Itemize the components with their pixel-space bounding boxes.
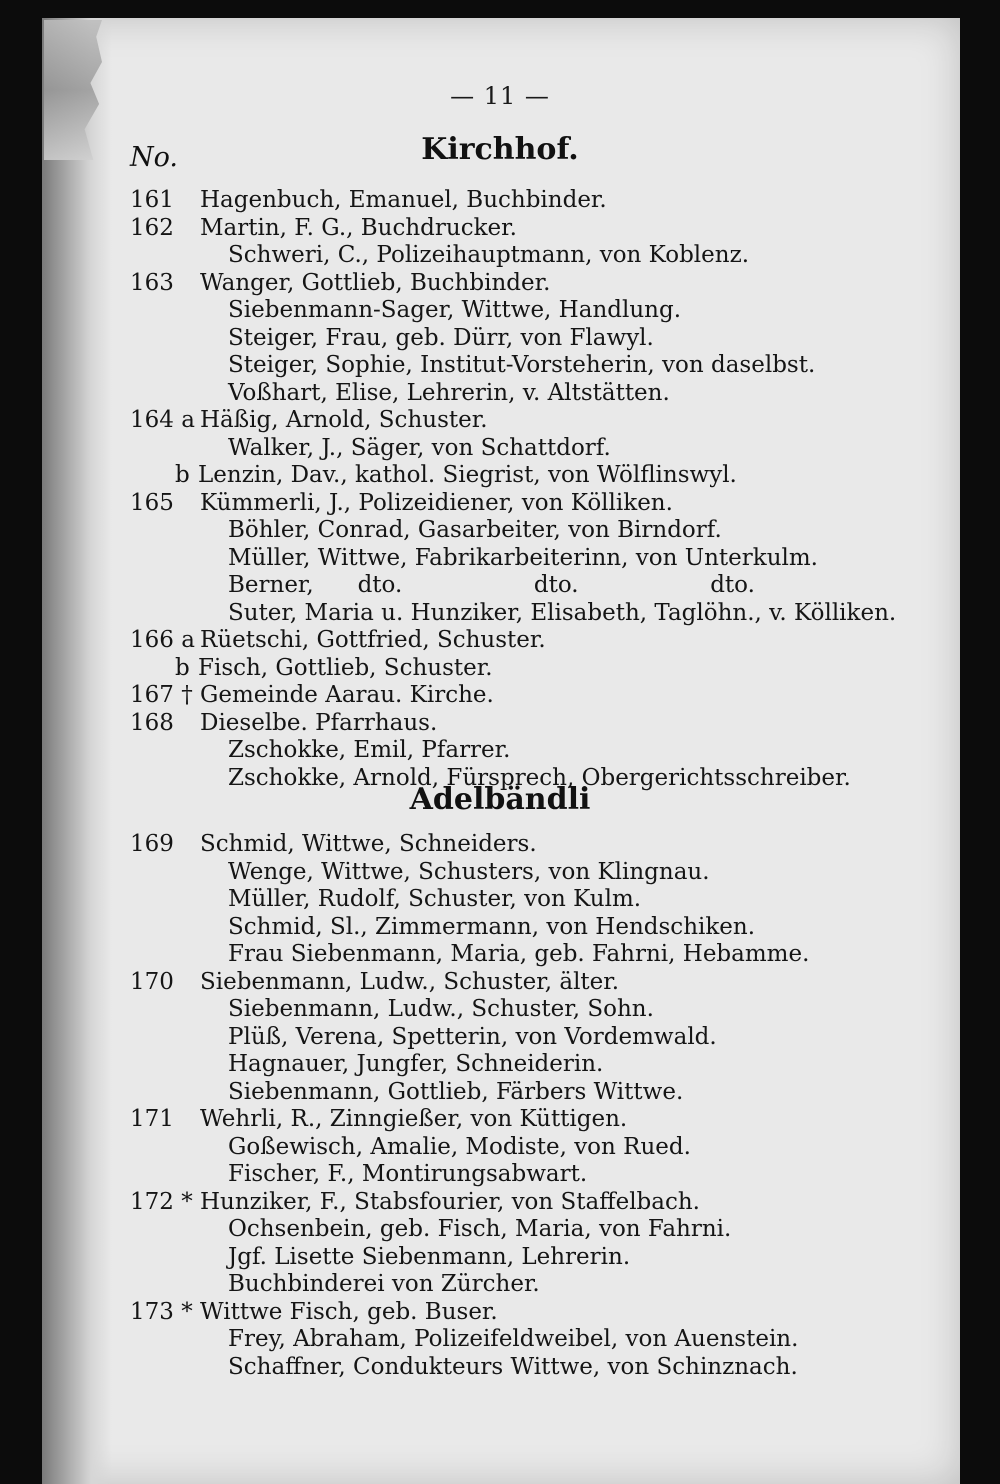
entry-text: Buchbinderei von Zürcher. [228,1271,540,1297]
entry-text: Steiger, Frau, geb. Dürr, von Flawyl. [228,325,654,351]
entry-number: 163 [130,270,174,296]
list-item [0,599,1000,627]
entry-text: Steiger, Sophie, Institut-Vorsteherin, von daselbst. [228,352,816,378]
entry-text: Schmid, Sl., Zimmermann, von Hendschiken. [228,914,756,940]
entry-text: Fisch, Gottlieb, Schuster. [198,655,493,681]
entry-text: Böhler, Conrad, Gasarbeiter, von Birndorf. [228,517,722,543]
entry-number: 167 † [130,682,193,708]
entry-text: Ochsenbein, geb. Fisch, Maria, von Fahrni. [228,1216,732,1242]
entry-text: Wenge, Wittwe, Schusters, von Klingnau. [228,859,710,885]
list-item [0,940,1000,968]
list-item [0,324,1000,352]
entry-text: Plüß, Verena, Spetterin, von Vordemwald. [228,1024,717,1050]
entry-number: 172 * [130,1189,193,1215]
entry-text: Siebenmann-Sager, Wittwe, Handlung. [228,297,682,323]
entry-text: Hagnauer, Jungfer, Schneiderin. [228,1051,604,1077]
list-item [0,1105,1000,1133]
entry-text: Frey, Abraham, Polizeifeldweibel, von Auenstein. [228,1326,799,1352]
entry-text: Gemeinde Aarau. Kirche. [200,682,494,708]
entry-text: Siebenmann, Ludw., Schuster, älter. [200,969,620,995]
list-item [0,214,1000,242]
entry-text: Walker, J., Säger, von Schattdorf. [228,435,611,461]
list-item [0,241,1000,269]
list-item [0,434,1000,462]
entry-number: 168 [130,710,174,736]
entry-text: Zschokke, Arnold, Fürsprech, Obergerichtsschreiber. [228,765,851,791]
entry-text: Wehrli, R., Zinngießer, von Küttigen. [200,1106,628,1132]
list-item [0,764,1000,792]
entry-text: Wittwe Fisch, geb. Buser. [200,1299,498,1325]
list-item [0,571,1000,599]
list-item [0,968,1000,996]
entry-text: Wanger, Gottlieb, Buchbinder. [200,270,551,296]
entry-text: Siebenmann, Ludw., Schuster, Sohn. [228,996,654,1022]
list-item [0,461,1000,489]
entry-text: Schaffner, Condukteurs Wittwe, von Schinznach. [228,1354,798,1380]
entry-text: Kümmerli, J., Polizeidiener, von Kölliken. [200,490,673,516]
list-item [0,296,1000,324]
entry-number: 164 a [130,407,195,433]
entry-number: 161 [130,187,174,213]
entry-number: 165 [130,490,174,516]
list-item [0,1215,1000,1243]
entry-text: Häßig, Arnold, Schuster. [200,407,488,433]
list-item [0,1298,1000,1326]
entry-text: Hagenbuch, Emanuel, Buchbinder. [200,187,607,213]
list-item [0,351,1000,379]
entry-text: Frau Siebenmann, Maria, geb. Fahrni, Hebamme. [228,941,810,967]
entry-text: Voßhart, Elise, Lehrerin, v. Altstätten. [228,380,670,406]
list-item [0,830,1000,858]
list-item [0,1270,1000,1298]
entry-number: 162 [130,215,174,241]
entry-text: Schmid, Wittwe, Schneiders. [200,831,537,857]
list-item [0,489,1000,517]
entry-number: 170 [130,969,174,995]
entry-text: Lenzin, Dav., kathol. Siegrist, von Wölflinswyl. [198,462,737,488]
entry-number: 173 * [130,1299,193,1325]
entry-text: Martin, F. G., Buchdrucker. [200,215,517,241]
entry-text: Müller, Rudolf, Schuster, von Kulm. [228,886,642,912]
entry-text: Schweri, C., Polizeihauptmann, von Koblenz. [228,242,750,268]
list-item [0,1188,1000,1216]
entry-number: b [175,462,190,488]
entry-text: Rüetschi, Gottfried, Schuster. [200,627,546,653]
list-item [0,1133,1000,1161]
entry-number: 171 [130,1106,174,1132]
entry-text: Suter, Maria u. Hunziker, Elisabeth, Taglöhn., v. Kölliken. [228,600,897,626]
list-item [0,885,1000,913]
entry-number: 166 a [130,627,195,653]
list-item [0,516,1000,544]
entry-text: Jgf. Lisette Siebenmann, Lehrerin. [228,1244,631,1270]
list-item [0,544,1000,572]
list-item [0,1023,1000,1051]
list-item [0,1325,1000,1353]
list-item [0,1160,1000,1188]
entry-text: Siebenmann, Gottlieb, Färbers Wittwe. [228,1079,684,1105]
entry-text: Dieselbe. Pfarrhaus. [200,710,438,736]
list-item [0,736,1000,764]
list-item [0,995,1000,1023]
entry-text: Fischer, F., Montirungsabwart. [228,1161,588,1187]
list-item [0,709,1000,737]
list-item [0,681,1000,709]
section-title-kirchhof: Kirchhof. [421,132,579,167]
entry-text: Berner, dto. dto. dto. [228,572,755,598]
list-item [0,626,1000,654]
list-item [0,913,1000,941]
list-item [0,1243,1000,1271]
entry-text: Goßewisch, Amalie, Modiste, von Rued. [228,1134,691,1160]
list-item [0,858,1000,886]
list-item [0,269,1000,297]
section-title-adelbaendli: Adelbändli [409,782,591,817]
entry-text: Müller, Wittwe, Fabrikarbeiterinn, von Unterkulm. [228,545,818,571]
entry-text: Hunziker, F., Stabsfourier, von Staffelbach. [200,1189,700,1215]
list-item [0,1078,1000,1106]
list-item [0,186,1000,214]
entry-number: b [175,655,190,681]
entry-text: Zschokke, Emil, Pfarrer. [228,737,511,763]
list-item [0,1353,1000,1381]
entry-number: 169 [130,831,174,857]
column-label-no: No. [130,142,178,173]
list-item [0,379,1000,407]
page-number: — 11 — [450,82,550,110]
list-item [0,1050,1000,1078]
list-item [0,654,1000,682]
list-item [0,406,1000,434]
